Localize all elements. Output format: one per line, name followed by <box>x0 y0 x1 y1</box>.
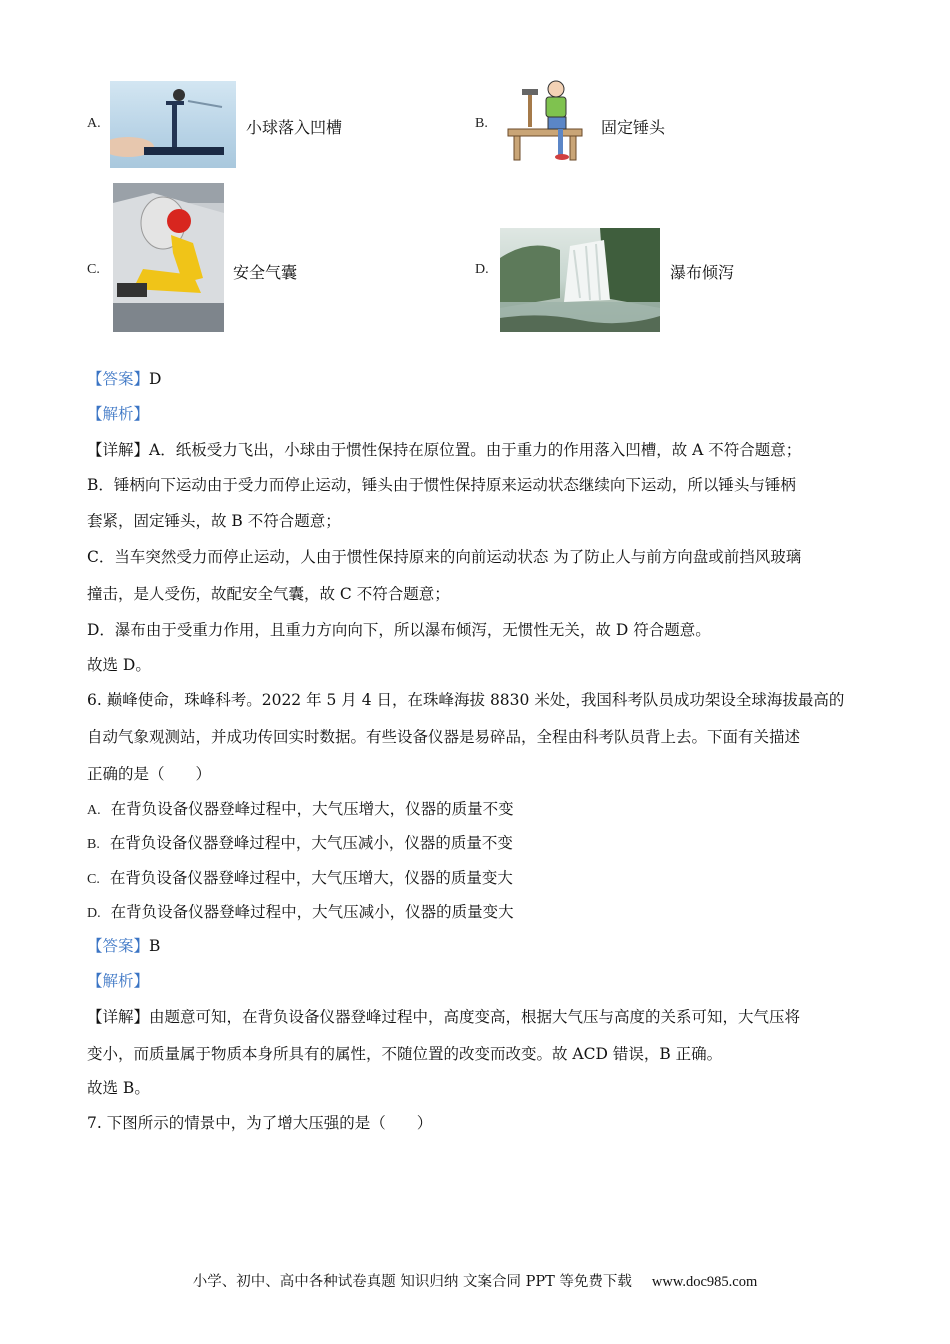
detail-tag: 【详解】 <box>87 1008 150 1026</box>
option-text: 在背负设备仪器登峰过程中，大气压增大，仪器的质量不变 <box>110 800 514 818</box>
detail-text: 由题意可知，在背负设备仪器登峰过程中，高度变高，根据大气压与高度的关系可知，大气压将 <box>149 1008 801 1026</box>
waterfall-image <box>500 228 660 332</box>
q6-option-c <box>87 868 513 890</box>
page-footer <box>0 1270 950 1291</box>
footer-url[interactable]: www.doc985.com <box>651 1274 758 1290</box>
answer-tag: 【答案】 <box>87 370 150 388</box>
q6-stem-line: 6. 巅峰使命，珠峰科考。2022 年 5 月 4 日，在珠峰海拔 8830 米处，我国科考队员成功架设全球海拔最高的 <box>87 691 845 709</box>
option-text: 在背负设备仪器登峰过程中，大气压减小，仪器的质量变大 <box>110 903 514 921</box>
option-caption: 固定锤头 <box>601 118 666 137</box>
q6-detail-line: 变小，而质量属于物质本身所具有的属性，不随位置的改变而改变。故 ACD 错误，B 正确。 <box>87 1045 723 1063</box>
option-letter: C. <box>87 262 100 277</box>
option-letter: A. <box>87 116 101 131</box>
q6-analysis-tag: 【解析】 <box>87 972 150 990</box>
option-caption: 瀑布倾泻 <box>670 263 735 282</box>
q6-option-a <box>87 799 514 821</box>
option-letter: D. <box>87 906 101 921</box>
ball-groove-image <box>110 81 236 168</box>
option-caption: 小球落入凹槽 <box>246 118 343 137</box>
answer-value: D <box>149 370 162 388</box>
answer-value: B <box>149 937 161 955</box>
option-letter: D. <box>475 262 489 277</box>
q5-detail-line: 撞击，是人受伤，故配安全气囊，故 C 不符合题意； <box>87 585 450 603</box>
q5-analysis-tag: 【解析】 <box>87 405 150 423</box>
option-letter: B. <box>87 837 100 852</box>
q7-stem: 7. 下图所示的情景中，为了增大压强的是（ ） <box>87 1114 433 1132</box>
airbag-image <box>113 183 224 332</box>
q6-option-d <box>87 902 514 924</box>
q5-detail-line: C．当车突然受力而停止运动，人由于惯性保持原来的向前运动状态 为了防止人与前方向盘或前挡风玻璃 <box>87 548 802 566</box>
detail-tag: 【详解】 <box>87 441 150 459</box>
q6-option-b <box>87 833 513 855</box>
q5-detail-line: B．锤柄向下运动由于受力而停止运动，锤头由于惯性保持原来运动状态继续向下运动，所以锤头与锤柄 <box>87 476 796 494</box>
answer-tag: 【答案】 <box>87 937 150 955</box>
option-caption: 安全气囊 <box>233 263 298 282</box>
q5-conclusion: 故选 D。 <box>87 656 151 674</box>
q6-conclusion: 故选 B。 <box>87 1079 150 1097</box>
option-text: 在背负设备仪器登峰过程中，大气压减小，仪器的质量不变 <box>109 834 513 852</box>
q5-detail-line: 套紧，固定锤头，故 B 不符合题意； <box>87 512 341 530</box>
option-letter: C. <box>87 872 100 887</box>
q5-detail-line <box>87 440 801 460</box>
q6-answer <box>87 936 160 956</box>
footer-text: 小学、初中、高中各种试卷真题 知识归纳 文案合同 PPT 等免费下载 <box>192 1274 632 1290</box>
q5-answer <box>87 369 161 389</box>
hammer-man-image <box>500 75 590 163</box>
option-text: 在背负设备仪器登峰过程中，大气压增大，仪器的质量变大 <box>109 869 513 887</box>
detail-text: A．纸板受力飞出，小球由于惯性保持在原位置。由于重力的作用落入凹槽，故 A 不符合题意； <box>149 441 802 459</box>
q6-detail-line <box>87 1007 800 1027</box>
option-letter: B. <box>475 116 488 131</box>
q6-stem-line: 自动气象观测站，并成功传回实时数据。有些设备仪器是易碎品，全程由科考队员背上去。下面有关描述 <box>87 728 801 746</box>
q5-detail-line: D．瀑布由于受重力作用，且重力方向向下，所以瀑布倾泻，无惯性无关，故 D 符合题意。 <box>87 621 711 639</box>
option-letter: A. <box>87 803 101 818</box>
q6-stem-line: 正确的是（ ） <box>87 765 212 783</box>
